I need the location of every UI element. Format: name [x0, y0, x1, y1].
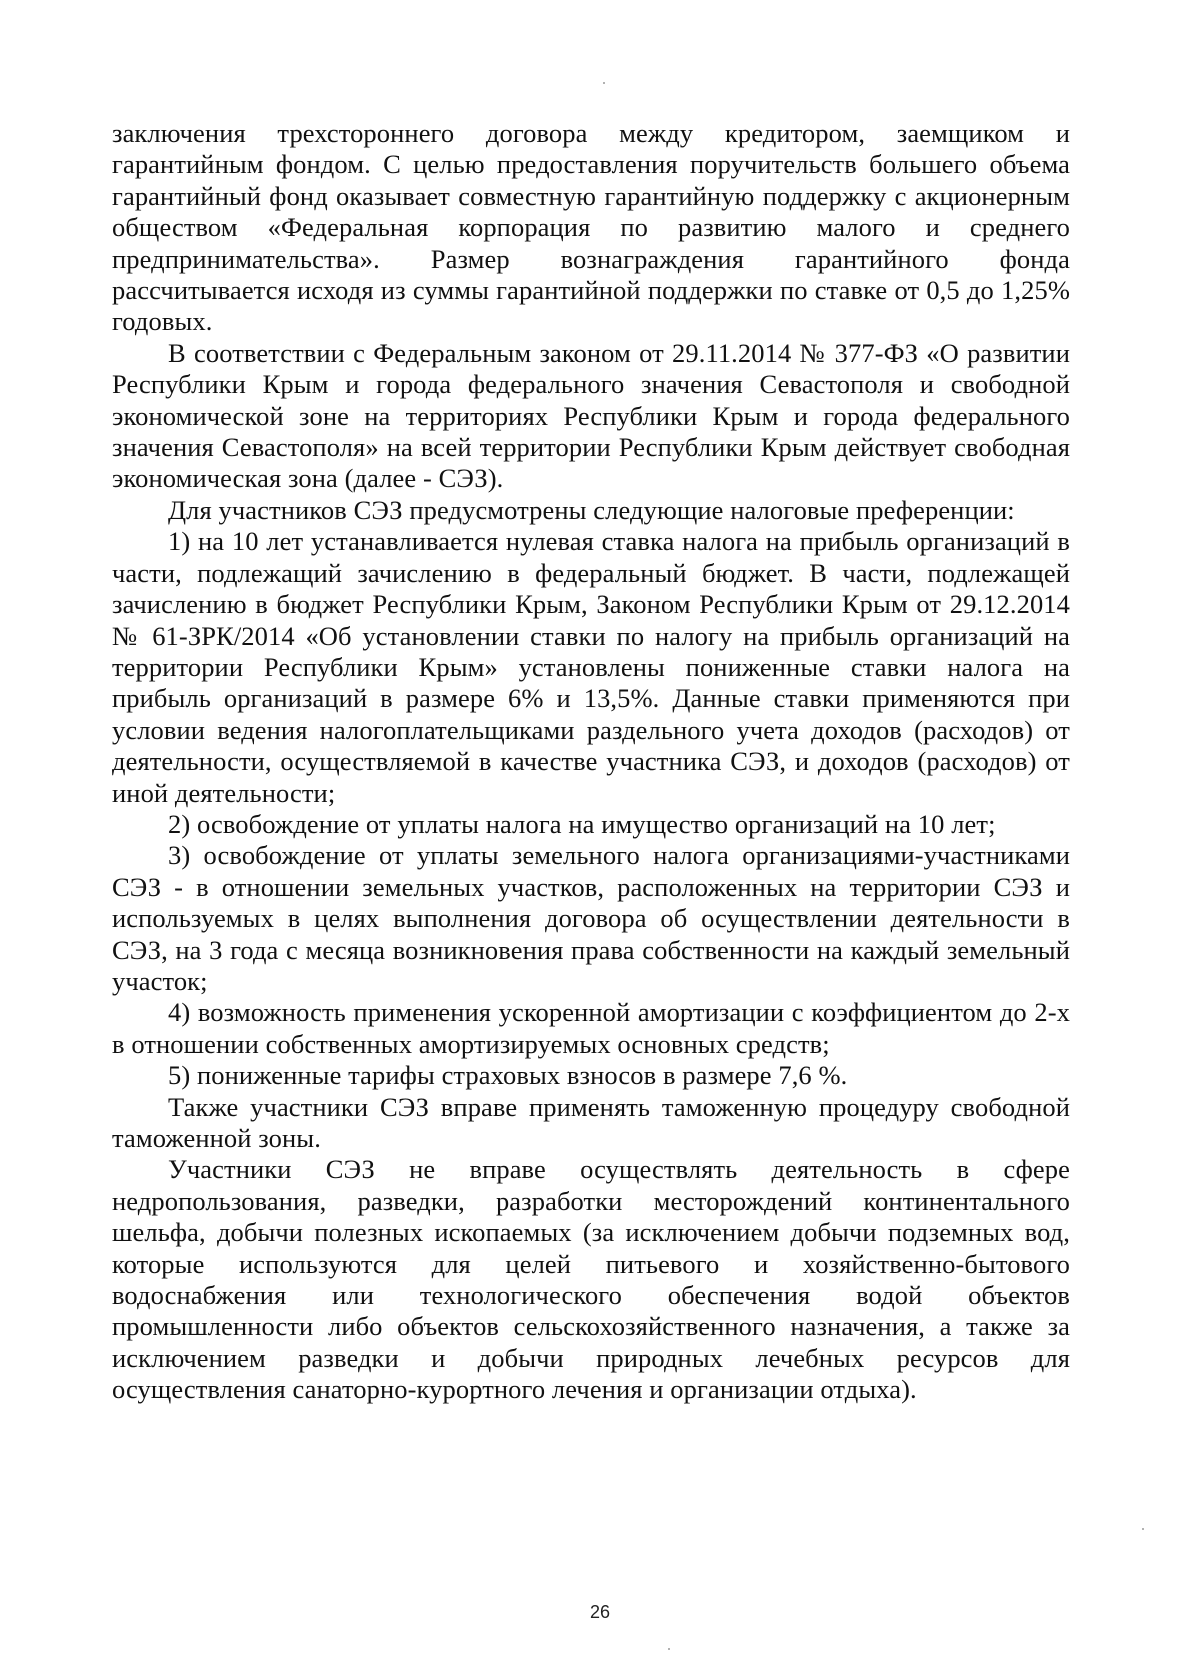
- scan-speck: [668, 1648, 670, 1650]
- paragraph-restrictions: Участники СЭЗ не вправе осуществлять деятельность в сфере недропользования, разведки, разработки месторождений континентального шельфа, добычи полезных ископаемых (за исключением добычи подземных вод, которые используются для целей питьевого и хозяйственно-бытового водоснабжения или технологического обеспечения водой объектов промышленности либо объектов сельскохозяйственного назначения, а также за исключением разведки и добычи природных лечебных ресурсов для осуществления санаторно-курортного лечения и организации отдыха).: [112, 1154, 1070, 1405]
- scan-speck: [1142, 1528, 1144, 1530]
- paragraph-tax-preferences-intro: Для участников СЭЗ предусмотрены следующие налоговые преференции:: [168, 494, 1015, 525]
- list-item-accelerated-depreciation: 4) возможность применения ускоренной амортизации с коэффициентом до 2-х в отношении собственных амортизируемых основных средств;: [112, 997, 1070, 1059]
- list-item-land-tax: 3) освобождение от уплаты земельного налога организациями-участниками СЭЗ - в отношении земельных участков, расположенных на территории СЭЗ и используемых в целях выполнения договора об осуществлении деятельности в СЭЗ, на 3 года с месяца возникновения права собственности на каждый земельный участок;: [112, 840, 1070, 996]
- list-item-insurance-rates: 5) пониженные тарифы страховых взносов в размере 7,6 %.: [168, 1060, 848, 1091]
- paragraph-customs-zone: Также участники СЭЗ вправе применять таможенную процедуру свободной таможенной зоны.: [112, 1091, 1070, 1153]
- paragraph-guarantee-fund: заключения трехстороннего договора между кредитором, заемщиком и гарантийным фондом. С целью предоставления поручительств большего объема гарантийный фонд оказывает совместную гарантийную поддержку с акционерным обществом «Федеральная корпорация по развитию малого и среднего предпринимательства». Размер вознаграждения гарантийного фонда рассчитывается исходя из суммы гарантийной поддержки по ставке от 0,5 до 1,25% годовых.: [112, 118, 1070, 337]
- list-item-profit-tax: 1) на 10 лет устанавливается нулевая ставка налога на прибыль организаций в части, подлежащий зачислению в федеральный бюджет. В части, подлежащей зачислению в бюджет Республики Крым, Законом Республики Крым от 29.12.2014 № 61-ЗРК/2014 «Об установлении ставки по налогу на прибыль организаций на территории Республики Крым» установлены пониженные ставки налога на прибыль организаций в размере 6% и 13,5%. Данные ставки применяются при условии ведения налогоплательщиками раздельного учета доходов (расходов) от деятельности, осуществляемой в качестве участника СЭЗ, и доходов (расходов) от иной деятельности;: [112, 526, 1070, 808]
- scan-speck: [603, 82, 605, 84]
- list-item-property-tax: 2) освобождение от уплаты налога на имущество организаций на 10 лет;: [168, 808, 996, 839]
- document-body: [112, 118, 1070, 1406]
- paragraph-free-economic-zone-law: В соответствии с Федеральным законом от 29.11.2014 № 377-ФЗ «О развитии Республики Крым и города федерального значения Севастополя и свободной экономической зоне на территориях Республики Крым и города федерального значения Севастополя» на всей территории Республики Крым действует свободная экономическая зона (далее - СЭЗ).: [112, 337, 1070, 494]
- page-number: 26: [589, 1602, 611, 1622]
